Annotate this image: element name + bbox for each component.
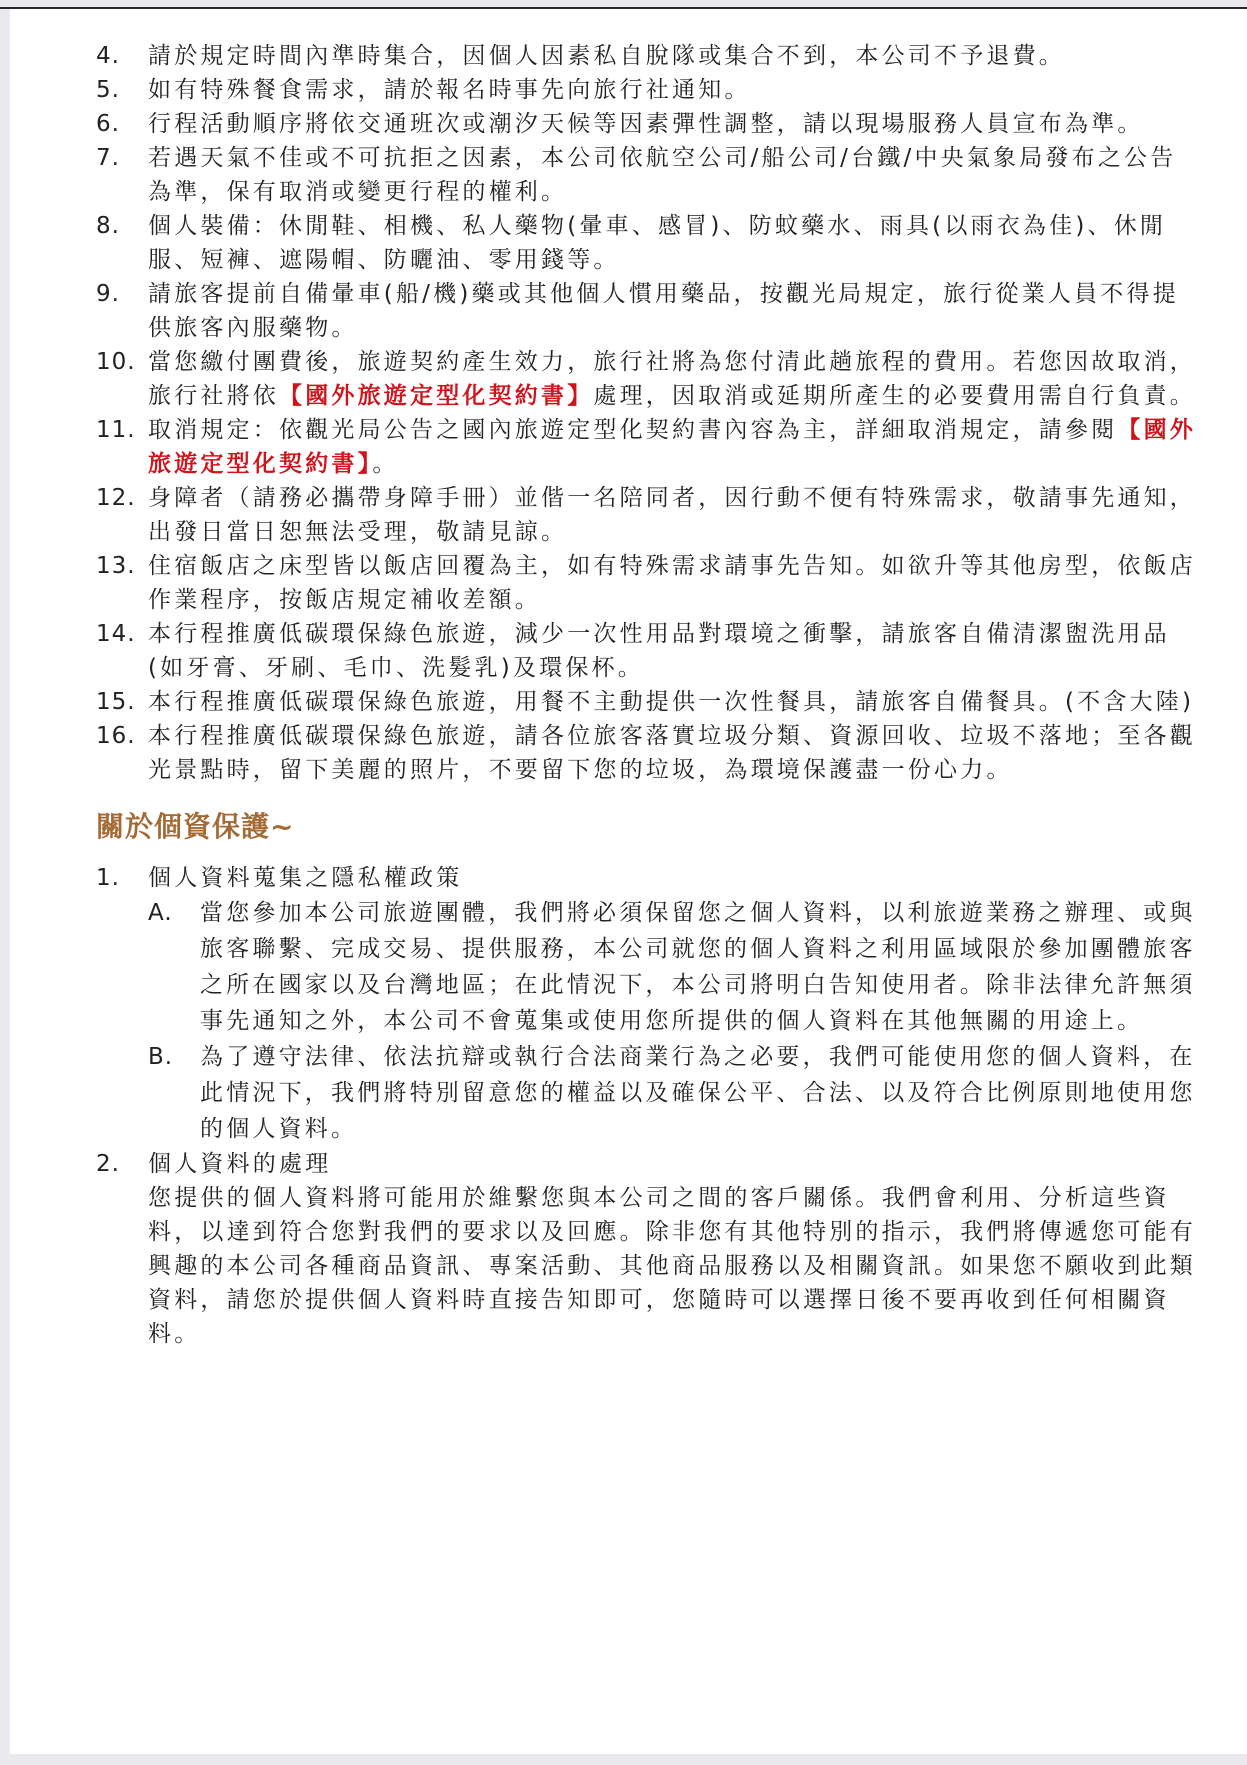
rule-item <box>96 277 1201 345</box>
subitem-text: 當您參加本公司旅遊團體，我們將必須保留您之個人資料，以利旅遊業務之辦理、或與旅客聯繫、完成交易、提供服務，本公司就您的個人資料之利用區域限於參加團體旅客之所在國家以及台灣地區；在此情況下，本公司將明白告知使用者。除非法律允許無須事先通知之外，本公司不會蒐集或使用您所提供的個人資料在其他無關的用途上。 <box>200 900 1196 1034</box>
document-content <box>96 39 1201 1351</box>
section-number: 2. <box>96 1151 120 1177</box>
section-title: 個人資料蒐集之隱私權政策 <box>148 865 463 891</box>
rule-number: 14. <box>96 621 136 647</box>
rule-text: 當您繳付團費後，旅遊契約產生效力，旅行社將為您付清此趟旅程的費用。若您因故取消，旅行社將依 <box>148 349 1196 409</box>
rule-item <box>96 39 1201 73</box>
section-body: 您提供的個人資料將可能用於維繫您與本公司之間的客戶關係。我們會利用、分析這些資料，以達到符合您對我們的要求以及回應。除非您有其他特別的指示，我們將傳遞您可能有興趣的本公司各種商品資訊、專案活動、其他商品服務以及相關資訊。如果您不願收到此類資料，請您於提供個人資料時直接告知即可，您隨時可以選擇日後不要再收到任何相關資料。 <box>148 1185 1196 1347</box>
rule-text: 請於規定時間內準時集合，因個人因素私自脫隊或集合不到，本公司不予退費。 <box>148 43 1065 69</box>
rule-number: 12. <box>96 485 136 511</box>
rule-item <box>96 107 1201 141</box>
rule-number: 5. <box>96 77 120 103</box>
rule-text: 請旅客提前自備暈車(船/機)藥或其他個人慣用藥品，按觀光局規定，旅行從業人員不得提供旅客內服藥物。 <box>148 281 1179 341</box>
subitem-letter: A. <box>148 900 173 926</box>
rule-text: 身障者（請務必攜帶身障手冊）並偕一名陪同者，因行動不便有特殊需求，敬請事先通知，出發日當日恕無法受理，敬請見諒。 <box>148 485 1196 545</box>
rules-list <box>96 39 1201 787</box>
rule-item <box>96 73 1201 107</box>
rule-item <box>96 549 1201 617</box>
rule-number: 7. <box>96 145 120 171</box>
rule-number: 16. <box>96 723 136 749</box>
privacy-heading: 關於個資保護~ <box>96 810 295 843</box>
section-title: 個人資料的處理 <box>148 1151 332 1177</box>
privacy-subitem <box>148 895 1201 1039</box>
rule-text: 若遇天氣不佳或不可抗拒之因素，本公司依航空公司/船公司/台鐵/中央氣象局發布之公告為準，保有取消或變更行程的權利。 <box>148 145 1177 205</box>
rule-text: 本行程推廣低碳環保綠色旅遊，減少一次性用品對環境之衝擊，請旅客自備清潔盥洗用品(如牙膏、牙刷、毛巾、洗髮乳)及環保杯。 <box>148 621 1170 681</box>
section-number: 1. <box>96 865 120 891</box>
subitem-letter: B. <box>148 1044 174 1070</box>
rule-number: 11. <box>96 417 136 443</box>
rule-item <box>96 617 1201 685</box>
rule-item <box>96 209 1201 277</box>
rule-number: 13. <box>96 553 136 579</box>
document-page <box>10 9 1247 1754</box>
rule-text: 本行程推廣低碳環保綠色旅遊，請各位旅客落實垃圾分類、資源回收、垃圾不落地；至各觀光景點時，留下美麗的照片，不要留下您的垃圾，為環境保護盡一份心力。 <box>148 723 1196 783</box>
rule-text-continued: 處理，因取消或延期所產生的必要費用需自行負責。 <box>593 383 1197 409</box>
rule-text: 如有特殊餐食需求，請於報名時事先向旅行社通知。 <box>148 77 751 103</box>
rule-number: 8. <box>96 213 120 239</box>
rule-number: 15. <box>96 689 136 715</box>
rule-number: 6. <box>96 111 120 137</box>
rule-item <box>96 413 1201 481</box>
rule-item <box>96 481 1201 549</box>
privacy-subitem <box>148 1039 1201 1147</box>
rule-number: 4. <box>96 43 120 69</box>
rule-item <box>96 685 1201 719</box>
contract-link-text: 【國外旅遊定型化契約書】 <box>148 417 1197 477</box>
rule-text: 住宿飯店之床型皆以飯店回覆為主，如有特殊需求請事先告知。如欲升等其他房型，依飯店作業程序，按飯店規定補收差額。 <box>148 553 1196 613</box>
privacy-section-item <box>96 1147 1201 1351</box>
rule-text: 行程活動順序將依交通班次或潮汐天候等因素彈性調整，請以現場服務人員宣布為準。 <box>148 111 1144 137</box>
rule-number: 9. <box>96 281 120 307</box>
contract-link-text: 【國外旅遊定型化契約書】 <box>279 383 594 409</box>
rule-text: 本行程推廣低碳環保綠色旅遊，用餐不主動提供一次性餐具，請旅客自備餐具。(不含大陸) <box>148 689 1195 715</box>
subitem-text: 為了遵守法律、依法抗辯或執行合法商業行為之必要，我們可能使用您的個人資料，在此情況下，我們將特別留意您的權益以及確保公平、合法、以及符合比例原則地使用您的個人資料。 <box>200 1044 1196 1142</box>
rule-text: 取消規定：依觀光局公告之國內旅遊定型化契約書內容為主，詳細取消規定，請參閱 <box>148 417 1118 443</box>
rule-text: 個人裝備：休閒鞋、相機、私人藥物(暈車、感冒)、防蚊藥水、雨具(以雨衣為佳)、休閒服、短褲、遮陽帽、防曬油、零用錢等。 <box>148 213 1167 273</box>
rule-item <box>96 141 1201 209</box>
rule-number: 10. <box>96 349 136 375</box>
privacy-section-item <box>96 861 1201 1147</box>
privacy-section <box>96 861 1201 1351</box>
rule-text-continued: 。 <box>372 451 399 477</box>
rule-item <box>96 345 1201 413</box>
rule-item <box>96 719 1201 787</box>
